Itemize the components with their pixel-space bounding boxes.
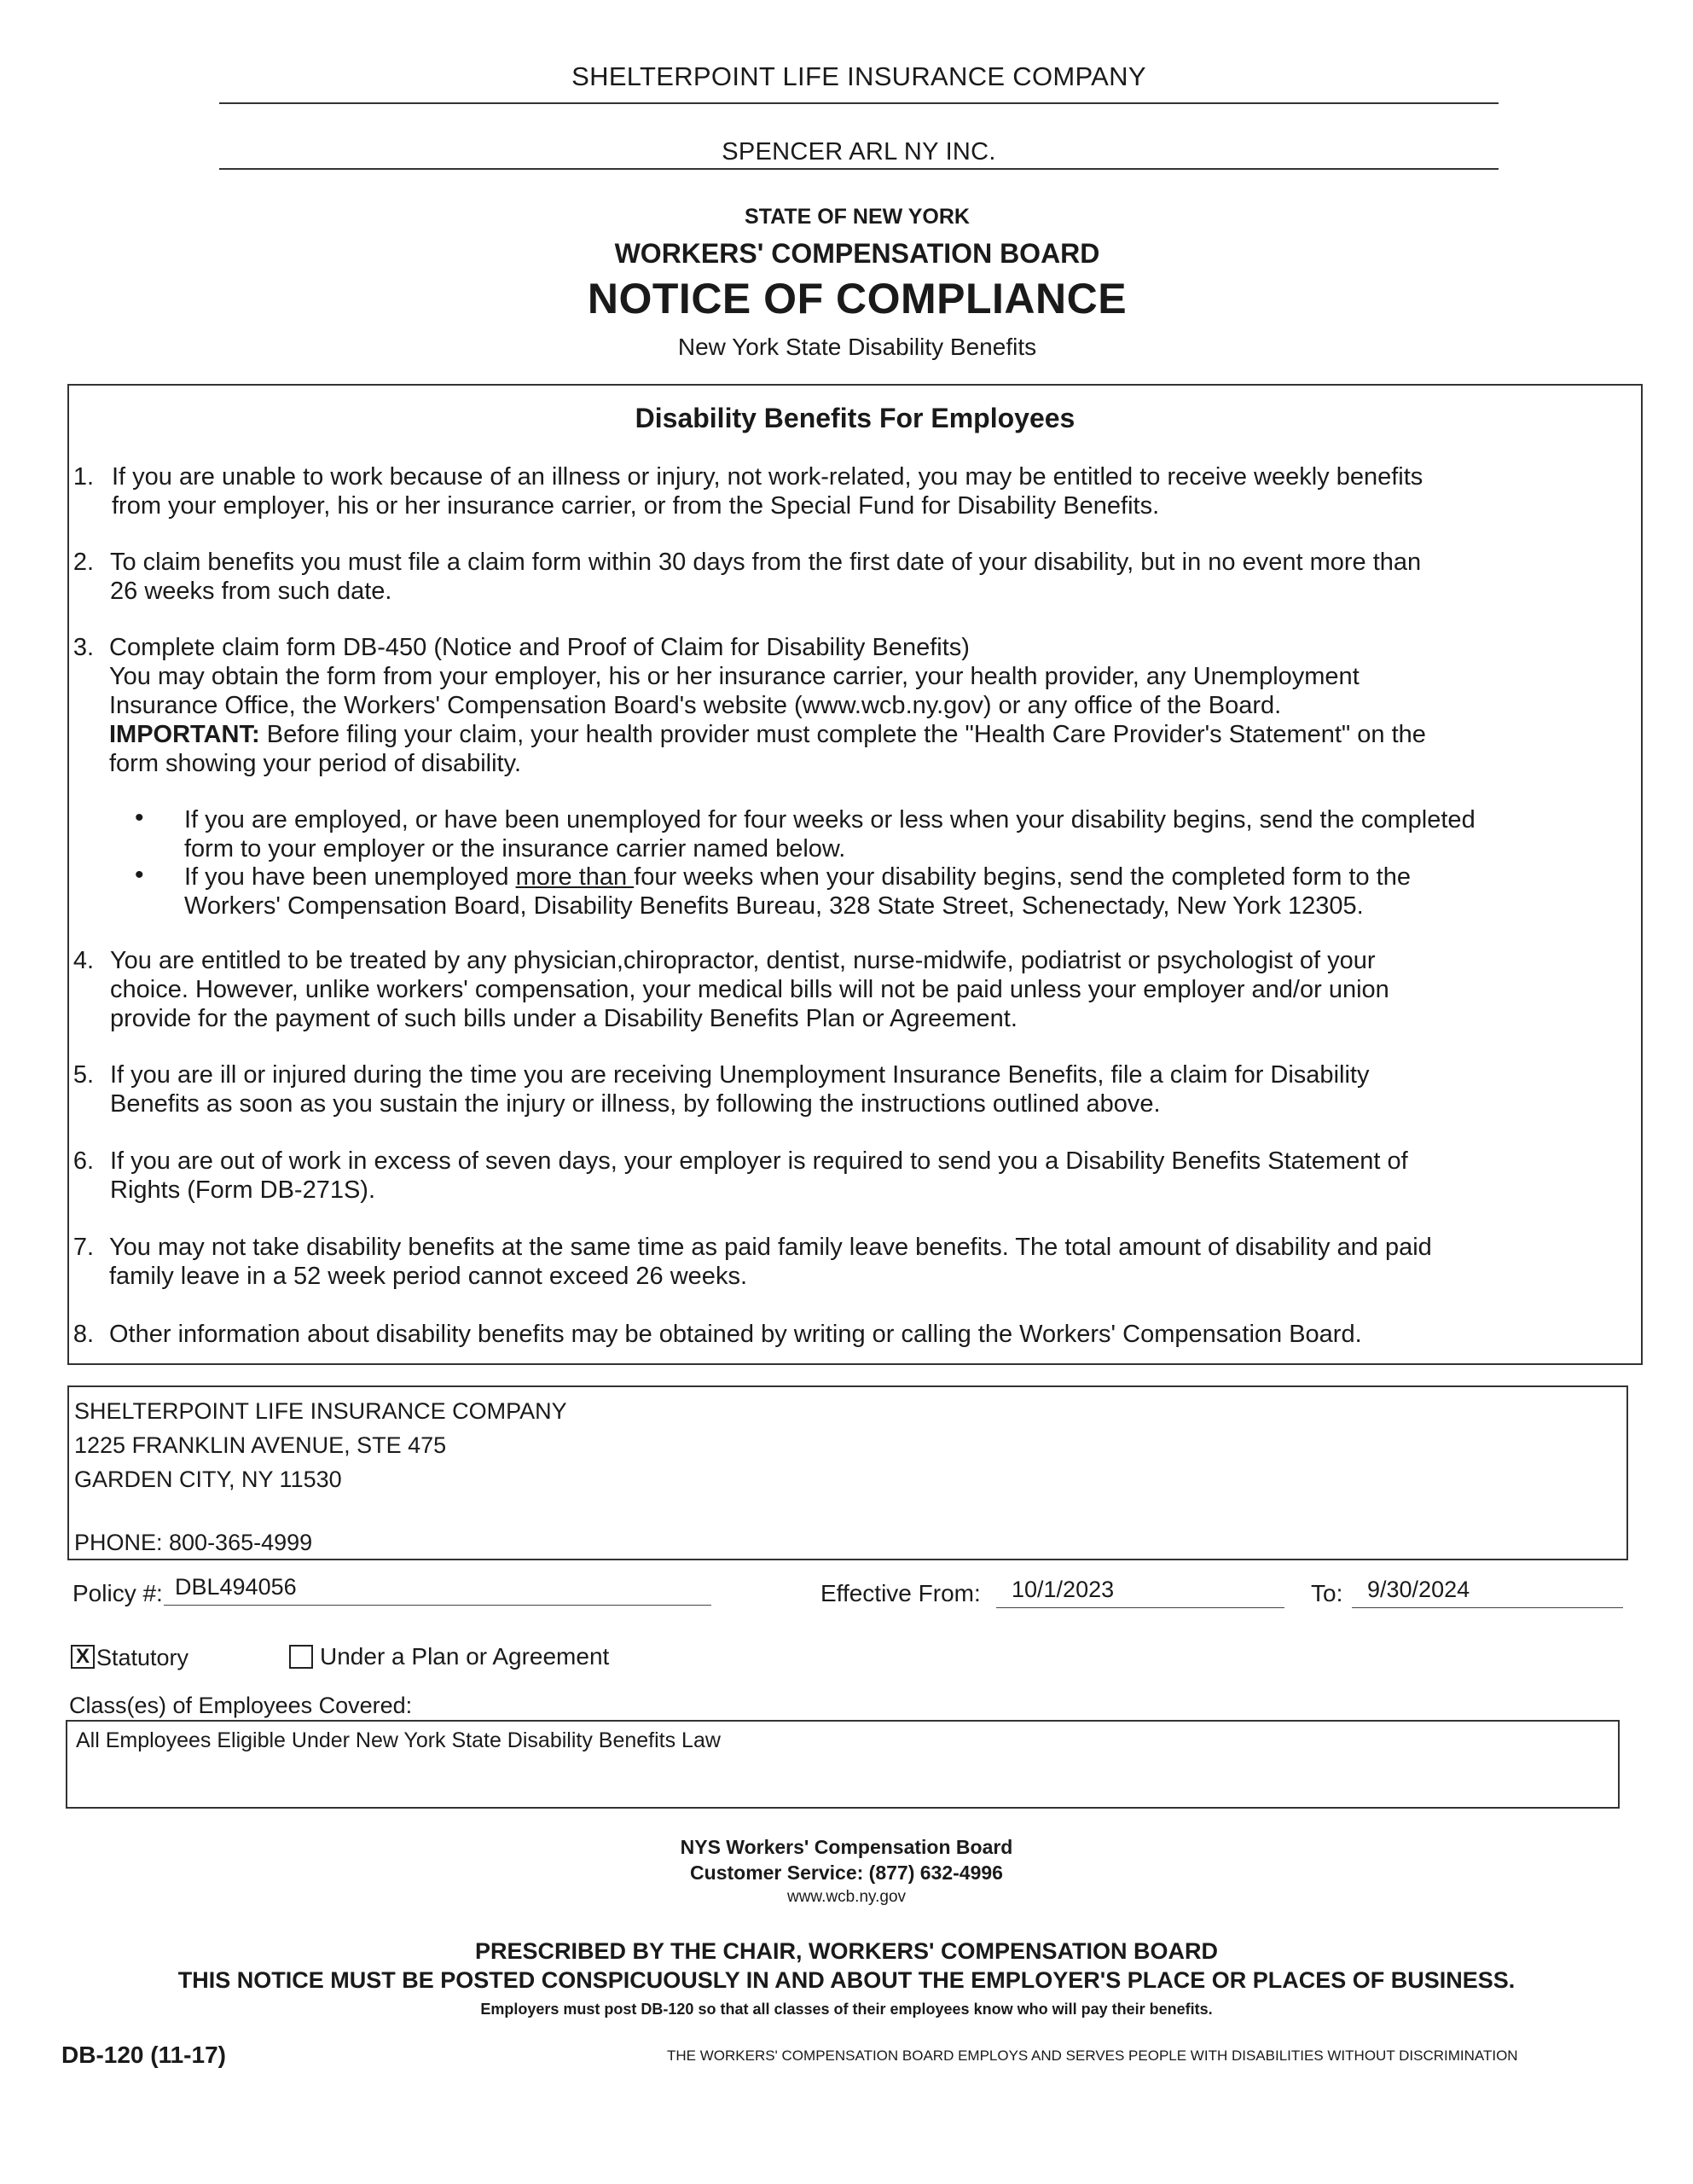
item-text: Rights (Form DB-271S). <box>110 1176 376 1204</box>
employers-must-post: Employers must post DB-120 so that all classes of their employees know who will pay their benefits. <box>480 2001 1213 2018</box>
item-number: 5. <box>72 1061 94 1089</box>
insurer-name: SHELTERPOINT LIFE INSURANCE COMPANY <box>74 1398 567 1424</box>
board-heading: WORKERS' COMPENSATION BOARD <box>614 238 1100 269</box>
insurer-address-line2: GARDEN CITY, NY 11530 <box>74 1467 342 1492</box>
bullet-item <box>135 805 1653 865</box>
plan-agreement-label: Under a Plan or Agreement <box>320 1643 610 1670</box>
item-number: 7. <box>72 1234 94 1261</box>
list-item <box>43 462 1663 522</box>
item-text: If you are out of work in excess of seven days, your employer is required to send you a Disability Benefits Statement of <box>110 1147 1408 1175</box>
policy-underline <box>164 1605 711 1606</box>
item-text: You may obtain the form from your employer, his or her insurance carrier, your health provider, any Unemployment <box>109 663 1360 690</box>
item-text: You are entitled to be treated by any physician,chiropractor, dentist, nurse-midwife, podiatrist or psychologist of your <box>110 947 1376 974</box>
item-text: from your employer, his or her insurance carrier, or from the Special Fund for Disability Benefits. <box>112 492 1160 520</box>
important-label: IMPORTANT: <box>109 721 260 748</box>
item-text: You may not take disability benefits at the same time as paid family leave benefits. The total amount of disability and paid <box>109 1234 1432 1261</box>
effective-from-label: Effective From: <box>820 1580 981 1606</box>
wcb-website: www.wcb.ny.gov <box>786 1888 907 1906</box>
bullet-item <box>135 863 1653 922</box>
list-item <box>43 946 1663 1036</box>
page-title: NOTICE OF COMPLIANCE <box>587 275 1128 322</box>
page-subtitle: New York State Disability Benefits <box>677 334 1037 360</box>
list-item <box>43 1060 1663 1120</box>
item-text: If you are ill or injured during the time you are receiving Unemployment Insurance Benefits, file a claim for Disability <box>110 1061 1370 1089</box>
prescribed-notice: PRESCRIBED BY THE CHAIR, WORKERS' COMPENSATION BOARD <box>475 1938 1218 1964</box>
to-underline <box>1352 1607 1623 1608</box>
bullet-text: If you are employed, or have been unemployed for four weeks or less when your disability begins, send the completed <box>184 806 1476 834</box>
statutory-checkbox[interactable]: X <box>71 1645 95 1669</box>
form-number: DB-120 (11-17) <box>61 2042 226 2068</box>
effective-underline <box>996 1607 1284 1608</box>
header-rule <box>219 102 1499 104</box>
plan-agreement-checkbox[interactable] <box>289 1645 313 1669</box>
item-number: 3. <box>72 634 94 661</box>
bullet-text: form to your employer or the insurance carrier named below. <box>184 835 846 863</box>
box-title: Disability Benefits For Employees <box>635 403 1076 433</box>
item-number: 6. <box>72 1147 94 1175</box>
item-number: 1. <box>72 463 94 491</box>
list-item <box>43 1320 1663 1350</box>
wcb-name: NYS Workers' Compensation Board <box>680 1836 1013 1858</box>
list-item <box>43 633 1663 787</box>
item-text: choice. However, unlike workers' compensation, your medical bills will not be paid unless your employer and/or union <box>110 976 1389 1003</box>
to-value: 9/30/2024 <box>1367 1577 1470 1602</box>
insurer-name-header: SHELTERPOINT LIFE INSURANCE COMPANY <box>571 61 1146 91</box>
to-label: To: <box>1311 1580 1343 1606</box>
non-discrimination-statement: THE WORKERS' COMPENSATION BOARD EMPLOYS AND SERVES PEOPLE WITH DISABILITIES WITHOUT DISCRIMINATION <box>667 2048 1518 2064</box>
item-text: If you are unable to work because of an illness or injury, not work-related, you may be entitled to receive weekly benefits <box>112 463 1423 491</box>
item-text: family leave in a 52 week period cannot exceed 26 weeks. <box>109 1263 747 1290</box>
statutory-label: Statutory <box>96 1645 189 1670</box>
posting-notice: THIS NOTICE MUST BE POSTED CONSPICUOUSLY IN AND ABOUT THE EMPLOYER'S PLACE OR PLACES OF BUSINESS. <box>177 1967 1516 1993</box>
underlined-text: more than <box>515 863 635 891</box>
policy-number: DBL494056 <box>175 1574 297 1600</box>
item-text: Benefits as soon as you sustain the injury or illness, by following the instructions outlined above. <box>110 1090 1161 1118</box>
state-heading: STATE OF NEW YORK <box>745 205 970 229</box>
bullet-text: Workers' Compensation Board, Disability Benefits Bureau, 328 State Street, Schenectady, New York 12305. <box>184 892 1364 920</box>
item-number: 8. <box>72 1321 94 1348</box>
bullet-text: If you have been unemployed <box>184 863 516 891</box>
bullet-text: four weeks when your disability begins, send the completed form to the <box>634 863 1411 891</box>
bullet-icon: • <box>135 861 144 889</box>
insurer-address-box <box>67 1385 1628 1560</box>
item-text: To claim benefits you must file a claim form within 30 days from the first date of your disability, but in no event more than <box>110 549 1422 576</box>
item-text: form showing your period of disability. <box>109 750 522 777</box>
insurer-phone: PHONE: 800-365-4999 <box>74 1530 313 1555</box>
bullet-icon: • <box>135 804 144 832</box>
employer-name-header: SPENCER ARL NY INC. <box>722 138 996 166</box>
item-text: Before filing your claim, your health provider must complete the "Health Care Provider's Statement" on the <box>259 721 1426 748</box>
item-text: provide for the payment of such bills under a Disability Benefits Plan or Agreement. <box>110 1005 1018 1032</box>
list-item <box>43 1233 1663 1292</box>
item-text: 26 weeks from such date. <box>110 578 392 605</box>
item-text: Complete claim form DB-450 (Notice and Proof of Claim for Disability Benefits) <box>109 634 970 661</box>
header-rule <box>219 168 1499 170</box>
list-item <box>43 548 1663 607</box>
customer-service: Customer Service: (877) 632-4996 <box>690 1862 1003 1884</box>
classes-label: Class(es) of Employees Covered: <box>69 1693 413 1718</box>
item-number: 4. <box>72 947 94 974</box>
item-text: Insurance Office, the Workers' Compensation Board's website (www.wcb.ny.gov) or any office of the Board. <box>109 692 1282 719</box>
effective-from-value: 10/1/2023 <box>1012 1577 1115 1602</box>
policy-label: Policy #: <box>72 1580 163 1606</box>
item-text: Other information about disability benefits may be obtained by writing or calling the Workers' Compensation Board. <box>109 1321 1362 1348</box>
item-number: 2. <box>72 549 94 576</box>
classes-box <box>66 1720 1620 1809</box>
insurer-address-line1: 1225 FRANKLIN AVENUE, STE 475 <box>74 1432 447 1458</box>
list-item <box>43 1147 1663 1206</box>
classes-value: All Employees Eligible Under New York State Disability Benefits Law <box>76 1728 721 1752</box>
